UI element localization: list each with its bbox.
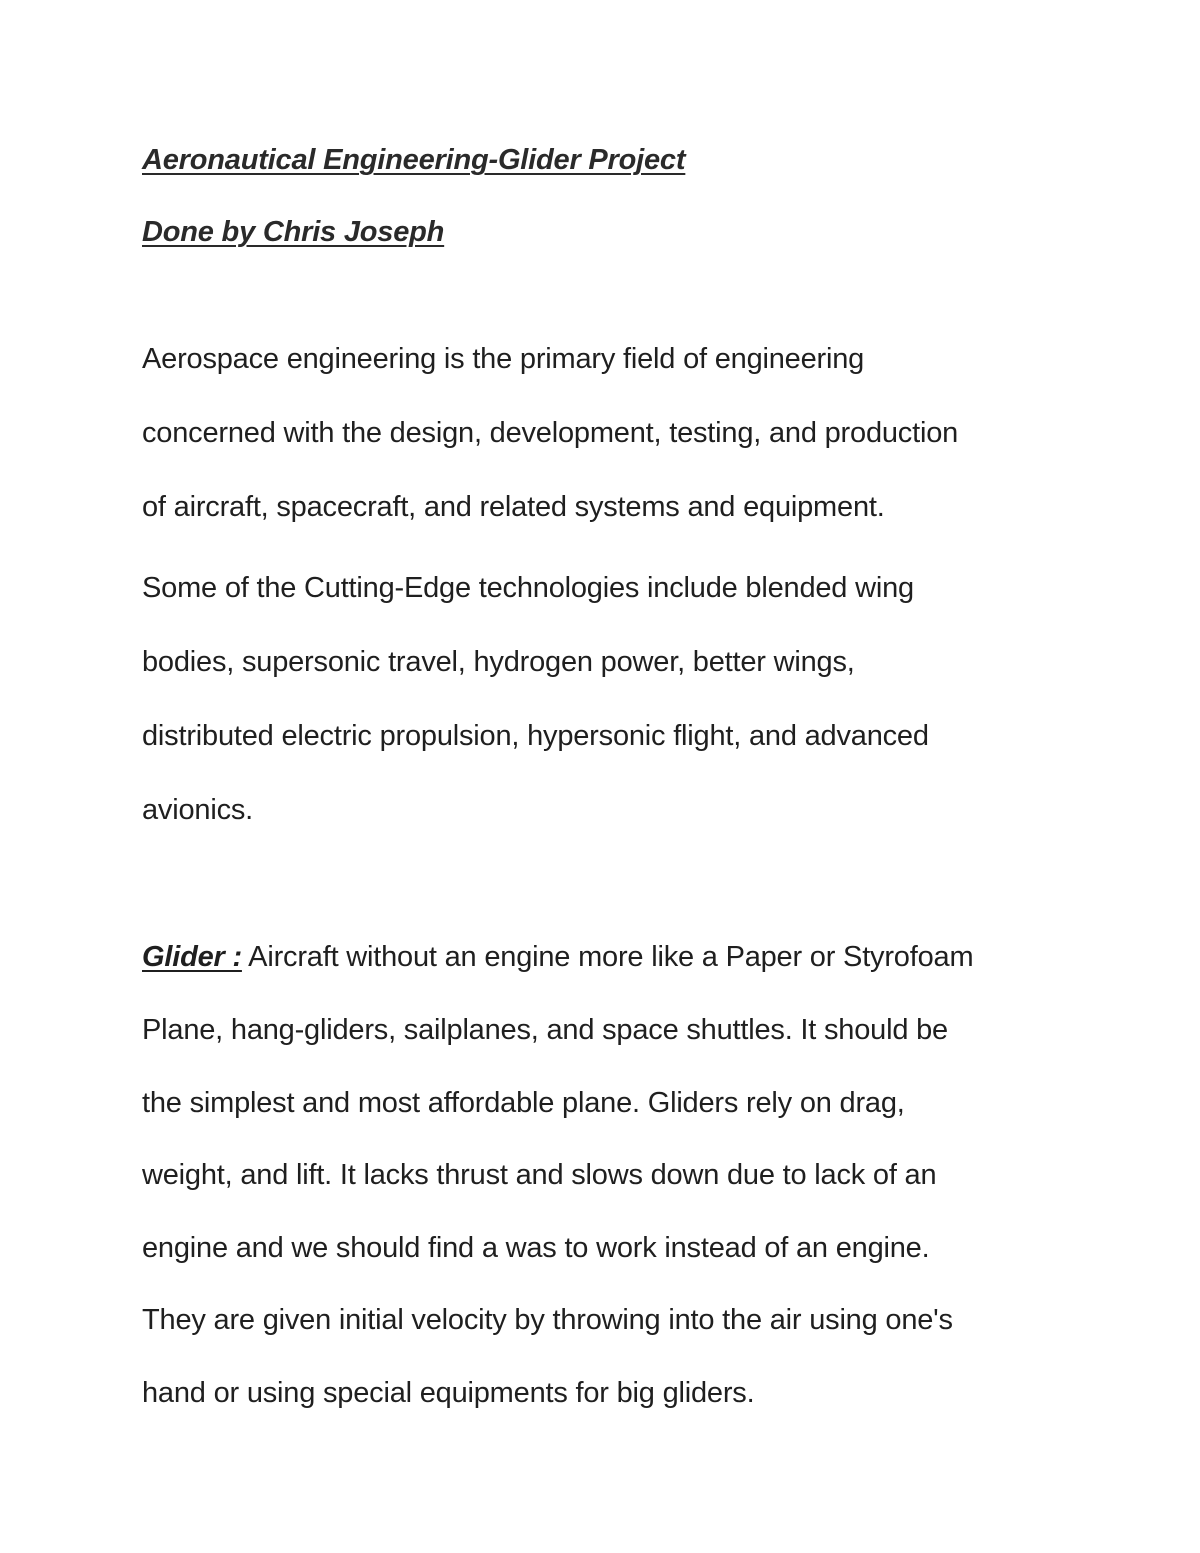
document-title: Aeronautical Engineering-Glider Project: [142, 144, 686, 176]
paragraph-line: the simplest and most affordable plane. Gliders rely on drag,: [142, 1087, 905, 1119]
author-line: Done by Chris Joseph: [142, 216, 445, 248]
paragraph-line: distributed electric propulsion, hypersonic flight, and advanced: [142, 720, 929, 752]
paragraph-line: concerned with the design, development, testing, and production: [142, 417, 959, 449]
paragraph-line: Some of the Cutting-Edge technologies include blended wing: [142, 572, 914, 604]
paragraph-line: engine and we should find a was to work instead of an engine.: [142, 1232, 930, 1264]
paragraph-line: of aircraft, spacecraft, and related systems and equipment.: [142, 491, 885, 523]
glider-term: Glider :: [142, 941, 242, 973]
paragraph-line: avionics.: [142, 794, 254, 826]
paragraph-line: weight, and lift. It lacks thrust and slows down due to lack of an: [142, 1159, 937, 1191]
paragraph-line: hand or using special equipments for big gliders.: [142, 1377, 755, 1409]
paragraph-line: bodies, supersonic travel, hydrogen power, better wings,: [142, 646, 855, 678]
paragraph-line: Aerospace engineering is the primary field of engineering: [142, 343, 865, 375]
paragraph-line: They are given initial velocity by throwing into the air using one's: [142, 1304, 953, 1336]
glider-definition-line: [142, 939, 973, 975]
paragraph-line: Plane, hang-gliders, sailplanes, and space shuttles. It should be: [142, 1014, 948, 1046]
glider-text: Aircraft without an engine more like a Paper or Styrofoam: [241, 941, 974, 973]
